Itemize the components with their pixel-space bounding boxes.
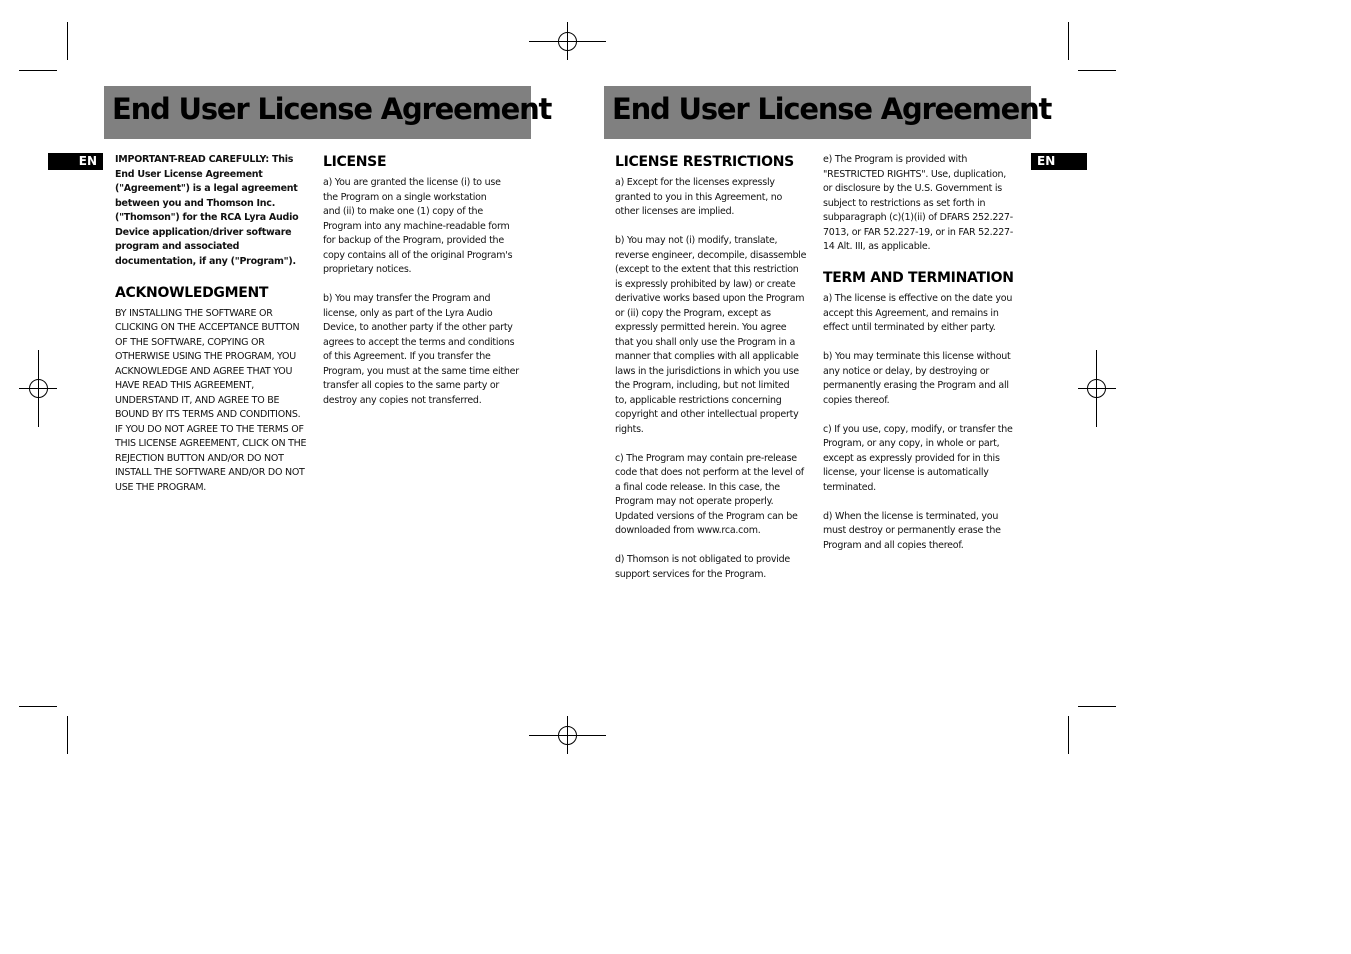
license-paragraph-a: a) You are granted the license (i) to use the Program on a single workstation and (ii) to make one (1) copy of the Program into any machine-readable form for backup of the Program, provided the copy contains all of the original Program's proprietary notices.	[323, 177, 513, 275]
crop-mark	[1068, 716, 1069, 754]
crop-mark	[19, 706, 57, 707]
left-title-bar	[104, 86, 552, 139]
termination-paragraph-c: c) If you use, copy, modify, or transfer the Program, or any copy, in whole or part, except as expressly provided for in this license, your license is automatically terminated.	[823, 423, 1013, 493]
acknowledgment-text: BY INSTALLING THE SOFTWARE OR CLICKING ON THE ACCEPTANCE BUTTON OF THE SOFTWARE, COPYING OR OTHERWISE USING THE PROGRAM, YOU ACKNOWLEDGE AND AGREE THAT YOU HAVE READ THIS AGREEMENT, UNDERSTAND IT, AND AGREE TO BE BOUND BY ITS TERMS AND CONDITIONS. IF YOU DO NOT AGREE TO THE TERMS OF THIS LICENSE AGREEMENT, CLICK ON THE REJECTION BUTTON AND/OR DO NOT INSTALL THE SOFTWARE AND/OR DO NOT USE THE PROGRAM.	[115, 307, 307, 493]
license-paragraph-b: b) You may transfer the Program and license, only as part of the Lyra Audio Device, to another party if the other party agrees to accept the terms and conditions of this Agreement. If you transfer the Program, you must at the same time either transfer all copies to the same party or destroy any copies not transferred.	[323, 293, 519, 406]
language-tab	[48, 153, 103, 170]
left-column-1	[115, 153, 315, 510]
right-title-bar	[604, 86, 1052, 139]
termination-paragraph-d: d) When the license is terminated, you must destroy or permanently erase the Program and all copies thereof.	[823, 510, 1001, 551]
language-tab-label: EN	[78, 154, 97, 168]
right-column-2	[823, 153, 1028, 568]
restrictions-paragraph-b: b) You may not (i) modify, translate, reverse engineer, decompile, disassemble (except to the extent that this restriction is expressly prohibited by law) or create derivative works based upon the Program or (ii) copy the Program, except as expressly permitted herein. You agree that you shall only use the Program in a manner that complies with all applicable laws in the jurisdictions in which you use the Program, including, but not limited to, applicable restrictions concerning copyright and other intellectual property rights.	[615, 235, 807, 435]
language-tab	[1031, 153, 1087, 170]
left-column-2	[323, 153, 528, 423]
registration-circle	[558, 726, 577, 745]
restrictions-paragraph-e: e) The Program is provided with "RESTRICTED RIGHTS". Use, duplication, or disclosure by the U.S. Government is subject to restrictions as set forth in subparagraph (c)(1)(ii) of DFARS 252.227- 7013, or FAR 52.227-19, or in FAR 52.227- 14 Alt. III, as applicable.	[823, 154, 1014, 252]
crop-mark	[19, 70, 57, 71]
language-tab-label: EN	[1037, 154, 1056, 168]
crop-mark	[1078, 706, 1116, 707]
acknowledgment-heading: ACKNOWLEDGMENT	[115, 284, 269, 301]
registration-circle	[558, 32, 577, 51]
crop-mark	[67, 716, 68, 754]
restrictions-paragraph-d: d) Thomson is not obligated to provide support services for the Program.	[615, 554, 790, 580]
termination-heading: TERM AND TERMINATION	[823, 270, 1014, 286]
registration-circle	[29, 379, 48, 398]
registration-circle	[1087, 379, 1106, 398]
page-title: End User License Agreement	[112, 92, 552, 126]
termination-paragraph-b: b) You may terminate this license without any notice or delay, by destroying or permanently erasing the Program and all copies thereof.	[823, 351, 1011, 406]
right-column-1	[615, 153, 820, 597]
crop-mark	[1068, 22, 1069, 60]
termination-paragraph-a: a) The license is effective on the date you accept this Agreement, and remains in effect until terminated by either party.	[823, 293, 1013, 333]
restrictions-heading: LICENSE RESTRICTIONS	[615, 154, 794, 170]
restrictions-paragraph-c: c) The Program may contain pre-release code that does not perform at the level of a final code release. In this case, the Program may not operate properly. Updated versions of the Program can be downloaded from www.rca.com.	[615, 452, 804, 536]
page-title: End User License Agreement	[612, 92, 1052, 126]
restrictions-paragraph-a: a) Except for the licenses expressly granted to you in this Agreement, no other licenses are implied.	[615, 177, 783, 217]
crop-mark	[1078, 70, 1116, 71]
intro-paragraph: IMPORTANT-READ CAREFULLY: This End User License Agreement ("Agreement") is a legal agreement between you and Thomson Inc. ("Thomson") for the RCA Lyra Audio Device application/driver software program and associated documentation, if any ("Program").	[115, 154, 299, 267]
crop-mark	[67, 22, 68, 60]
license-heading: LICENSE	[323, 154, 387, 170]
